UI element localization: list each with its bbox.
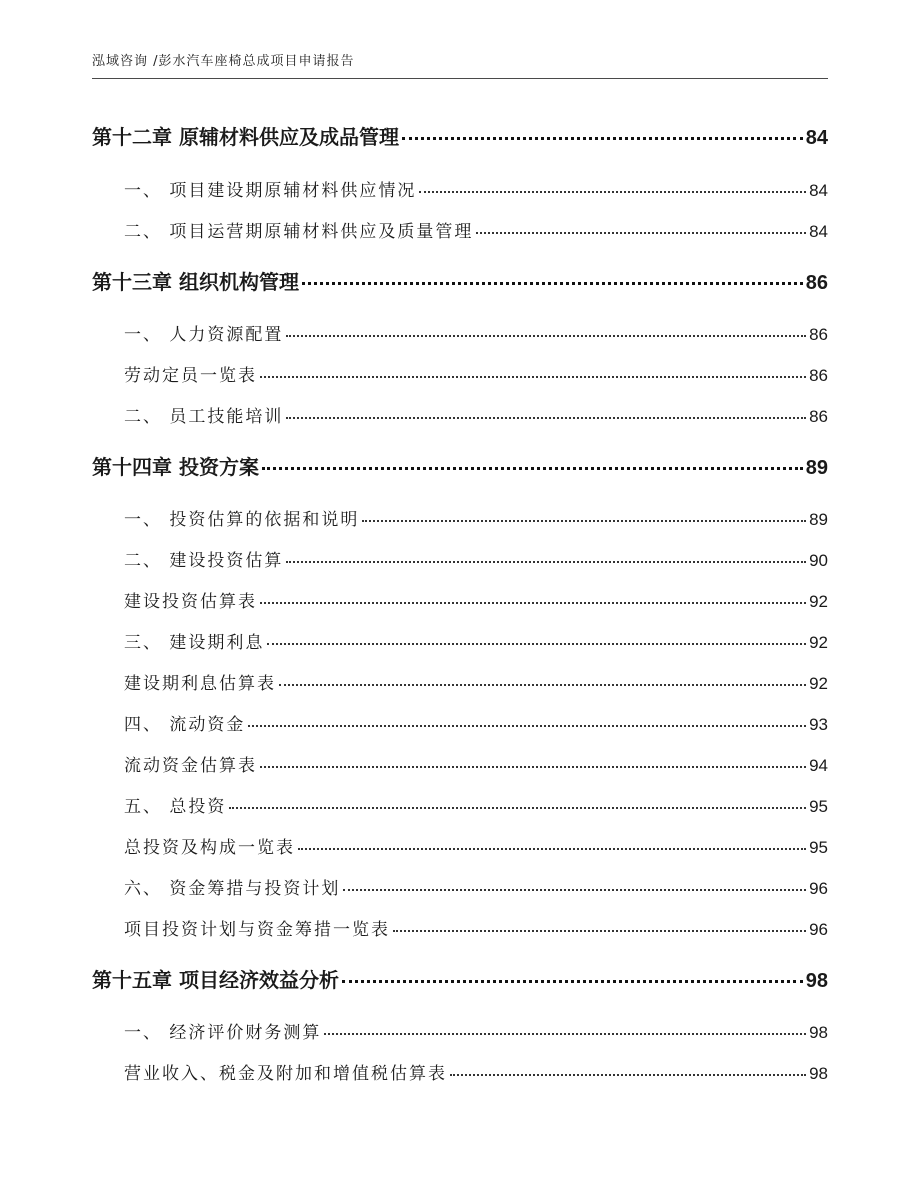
toc-page-number: 84	[809, 222, 828, 241]
toc-page-number: 98	[809, 1023, 828, 1042]
dot-leader	[286, 561, 806, 563]
toc-entry[interactable]	[124, 669, 828, 694]
dot-leader	[286, 335, 806, 337]
toc-page-number: 94	[809, 756, 828, 775]
dot-leader	[419, 191, 806, 193]
toc-entry-label: 建设期利息估算表	[124, 674, 276, 694]
dot-leader	[450, 1074, 806, 1076]
dot-leader	[298, 848, 806, 850]
toc-chapter-12[interactable]	[92, 121, 828, 150]
toc-entry[interactable]	[124, 546, 828, 571]
toc-entry[interactable]	[124, 1059, 828, 1084]
toc-page-number: 95	[809, 797, 828, 816]
toc-page-number: 98	[809, 1064, 828, 1083]
toc-entry[interactable]	[124, 833, 828, 858]
toc-entry[interactable]	[124, 176, 828, 201]
dot-leader	[286, 417, 806, 419]
toc-page-number: 86	[809, 366, 828, 385]
page-header: 泓域咨询 /彭水汽车座椅总成项目申请报告	[92, 54, 355, 69]
toc-entry-label: 第十二章 原辅材料供应及成品管理	[92, 125, 399, 149]
toc-page-number: 92	[809, 633, 828, 652]
toc-entry-label: 一、 项目建设期原辅材料供应情况	[124, 181, 417, 201]
toc-entry[interactable]	[124, 361, 828, 386]
toc-entry-label: 总投资及构成一览表	[124, 838, 295, 858]
toc-page-number: 98	[805, 970, 828, 992]
toc-page-number: 86	[809, 407, 828, 426]
dot-leader	[229, 807, 806, 809]
dot-leader	[260, 602, 806, 604]
toc-entry[interactable]	[124, 710, 828, 735]
dot-leader	[267, 643, 806, 645]
dot-leader	[279, 684, 806, 686]
toc-entry-label: 第十五章 项目经济效益分析	[92, 968, 339, 992]
toc-entry[interactable]	[124, 915, 828, 940]
toc-entry-label: 建设投资估算表	[124, 592, 257, 612]
toc-entry-label: 流动资金估算表	[124, 756, 257, 776]
toc-page-number: 92	[809, 674, 828, 693]
toc-entry-label: 二、 员工技能培训	[124, 407, 284, 427]
dot-leader	[476, 232, 806, 234]
dot-leader	[262, 467, 803, 470]
toc-page-number: 84	[805, 127, 828, 149]
toc-entry-label: 四、 流动资金	[124, 715, 246, 735]
dot-leader	[393, 930, 806, 932]
dot-leader	[248, 725, 806, 727]
dot-leader	[343, 889, 806, 891]
toc-entry-label: 第十四章 投资方案	[92, 455, 259, 479]
dot-leader	[362, 520, 806, 522]
toc-chapter-15[interactable]	[92, 964, 828, 993]
toc-page-number: 86	[805, 272, 828, 294]
toc-entry[interactable]	[124, 874, 828, 899]
toc-entry-label: 六、 资金筹措与投资计划	[124, 879, 341, 899]
dot-leader	[260, 766, 806, 768]
dot-leader	[402, 137, 803, 140]
toc-entry-label: 二、 项目运营期原辅材料供应及质量管理	[124, 222, 474, 242]
toc-entry-label: 一、 投资估算的依据和说明	[124, 510, 360, 530]
toc-page-number: 92	[809, 592, 828, 611]
toc-page-number: 96	[809, 920, 828, 939]
toc-page-number: 89	[805, 457, 828, 479]
toc-page-number: 86	[809, 325, 828, 344]
toc-chapter-14[interactable]	[92, 451, 828, 480]
dot-leader	[324, 1033, 806, 1035]
toc-entry-label: 营业收入、税金及附加和增值税估算表	[124, 1064, 447, 1084]
toc-entry-label: 一、 经济评价财务测算	[124, 1023, 322, 1043]
toc-entry[interactable]	[124, 505, 828, 530]
toc-entry-label: 三、 建设期利息	[124, 633, 265, 653]
toc-page-number: 90	[809, 551, 828, 570]
toc-entry[interactable]	[124, 628, 828, 653]
toc-entry[interactable]	[124, 587, 828, 612]
toc-entry[interactable]	[124, 1018, 828, 1043]
toc-page-number: 84	[809, 181, 828, 200]
toc-page-number: 95	[809, 838, 828, 857]
toc-chapter-13[interactable]	[92, 266, 828, 295]
toc-entry-label: 一、 人力资源配置	[124, 325, 284, 345]
dot-leader	[342, 980, 803, 983]
dot-leader	[302, 282, 803, 285]
toc-entry-label: 第十三章 组织机构管理	[92, 270, 299, 294]
toc-page-number: 96	[809, 879, 828, 898]
toc-entry[interactable]	[124, 320, 828, 345]
toc-page-number: 93	[809, 715, 828, 734]
toc-entry[interactable]	[124, 751, 828, 776]
toc-entry-label: 项目投资计划与资金筹措一览表	[124, 920, 390, 940]
toc-entry[interactable]	[124, 792, 828, 817]
toc-entry[interactable]	[124, 217, 828, 242]
toc-entry[interactable]	[124, 402, 828, 427]
toc-page-number: 89	[809, 510, 828, 529]
dot-leader	[260, 376, 806, 378]
toc-entry-label: 五、 总投资	[124, 797, 227, 817]
toc-entry-label: 二、 建设投资估算	[124, 551, 284, 571]
toc-entry-label: 劳动定员一览表	[124, 366, 257, 386]
